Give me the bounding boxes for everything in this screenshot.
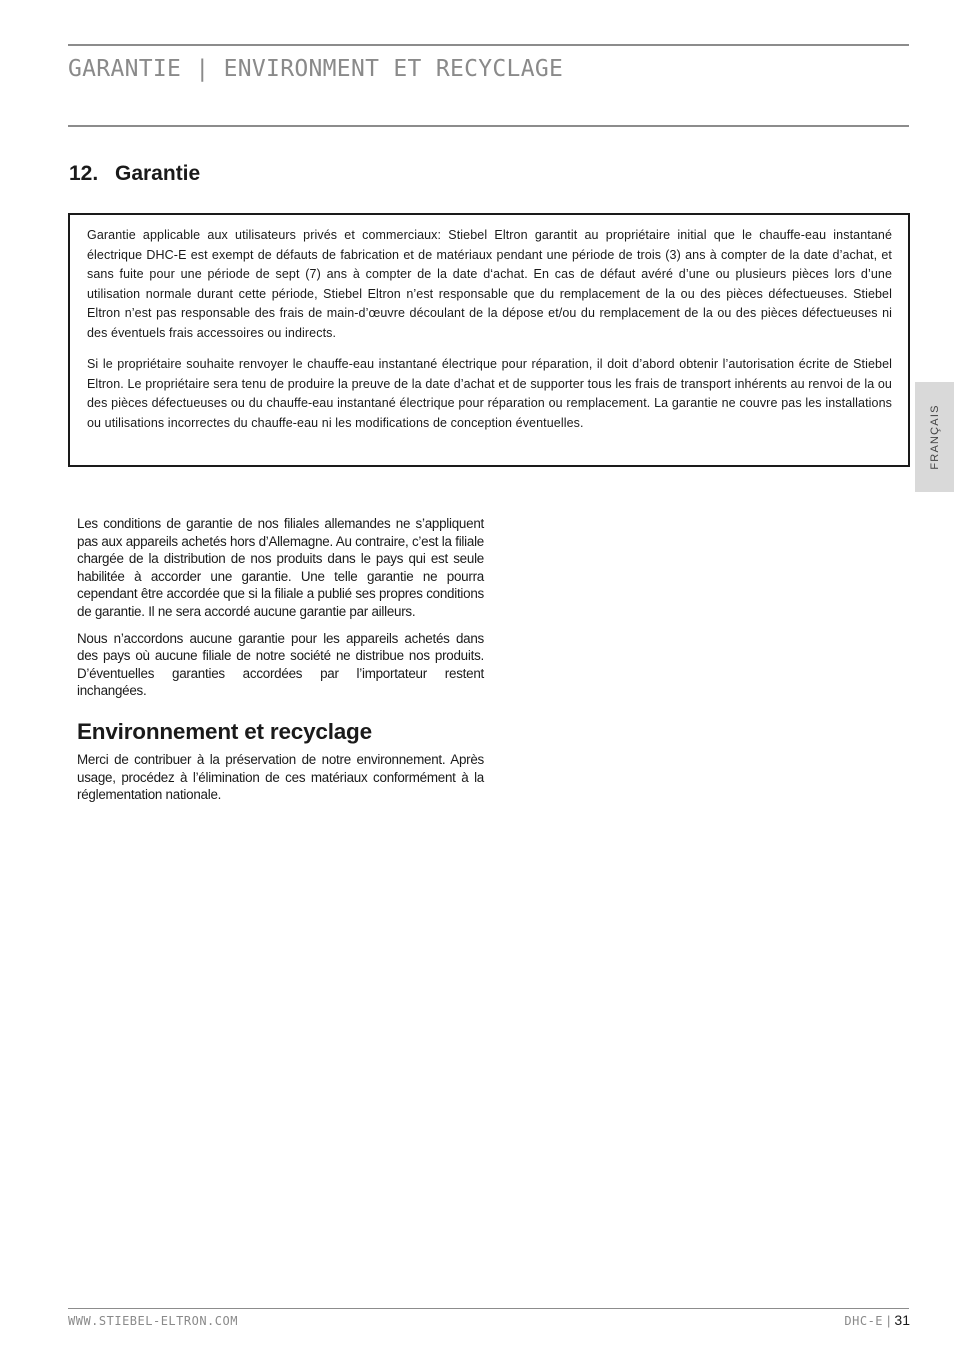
footer-website: WWW.STIEBEL-ELTRON.COM: [68, 1314, 238, 1328]
section-number: 12.: [69, 162, 99, 185]
page-header-title: GARANTIE | ENVIRONMENT ET RECYCLAGE: [68, 56, 564, 82]
warranty-box: [68, 213, 910, 467]
language-side-tab: [915, 382, 954, 492]
header-bottom-rule: [68, 125, 909, 127]
section-title-text: Garantie: [115, 162, 201, 185]
body-paragraph-1: Les conditions de garantie de nos filiales allemandes ne s’appliquent pas aux appareils achetés hors d’Allemagne. Au contraire, c’est la filiale chargée de la distribution de nos produits dans le pays qui est seule habilitée à accorder une garantie. Une telle garantie ne pourra cependant être accordée que si la filiale a publié ses propres conditions de garantie. Il ne sera accordé aucune garantie par ailleurs.: [77, 516, 484, 619]
section-heading: [69, 162, 200, 186]
footer-model: DHC-E: [844, 1314, 884, 1328]
footer-page-number: 31: [894, 1312, 910, 1328]
environment-heading: Environnement et recyclage: [77, 718, 372, 744]
footer-separator: |: [887, 1313, 891, 1328]
body-paragraph-2: Nous n’accordons aucune garantie pour les appareils achetés dans des pays où aucune filiale de notre société ne distribue nos produits. D’éventuelles garanties accordées par l’importateur restent inchangées.: [77, 630, 484, 699]
language-label: FRANÇAIS: [928, 404, 941, 470]
footer-page-info: [844, 1312, 910, 1328]
warranty-paragraph-1: Garantie applicable aux utilisateurs privés et commerciaux: Stiebel Eltron garantit au propriétaire initial que le chauffe-eau instantané électrique DHC-E est exempt de défauts de fabrication et de matériaux pendant une période de trois (3) ans à compter de la date d’achat, et sans fuite pour une période de sept (7) ans à compter de la date d‘achat. En cas de défaut avéré d’une ou plusieurs pièces lors d’une utilisation normale durant cette période, Stiebel Eltron n’est responsable que du remplacement de la ou des pièces défectueuses. Stiebel Eltron n’est pas responsable des frais de main-d’œuvre découlant de la dépose et/ou du remplacement de la ou des pièces défectueuses ni des éventuels frais accessoires ou indirects.: [87, 228, 892, 340]
environment-paragraph: Merci de contribuer à la préservation de notre environnement. Après usage, procédez à l’élimination de ces matériaux conformément à la réglementation nationale.: [77, 751, 484, 803]
body-column: [77, 515, 484, 813]
footer-rule: [68, 1308, 909, 1309]
header-top-rule: [68, 44, 909, 46]
warranty-paragraph-2: Si le propriétaire souhaite renvoyer le chauffe-eau instantané électrique pour réparation, il doit d’abord obtenir l’autorisation écrite de Stiebel Eltron. Le propriétaire sera tenu de produire la preuve de la date d’achat et de supporter tous les frais de transport inhérents au renvoi de la ou des pièces défectueuses ou du chauffe-eau instantané électrique pour réparation ou remplacement. La garantie ne couvre pas les installations ou utilisations incorrectes du chauffe-eau ni les modifications de conception éventuelles.: [87, 357, 892, 430]
